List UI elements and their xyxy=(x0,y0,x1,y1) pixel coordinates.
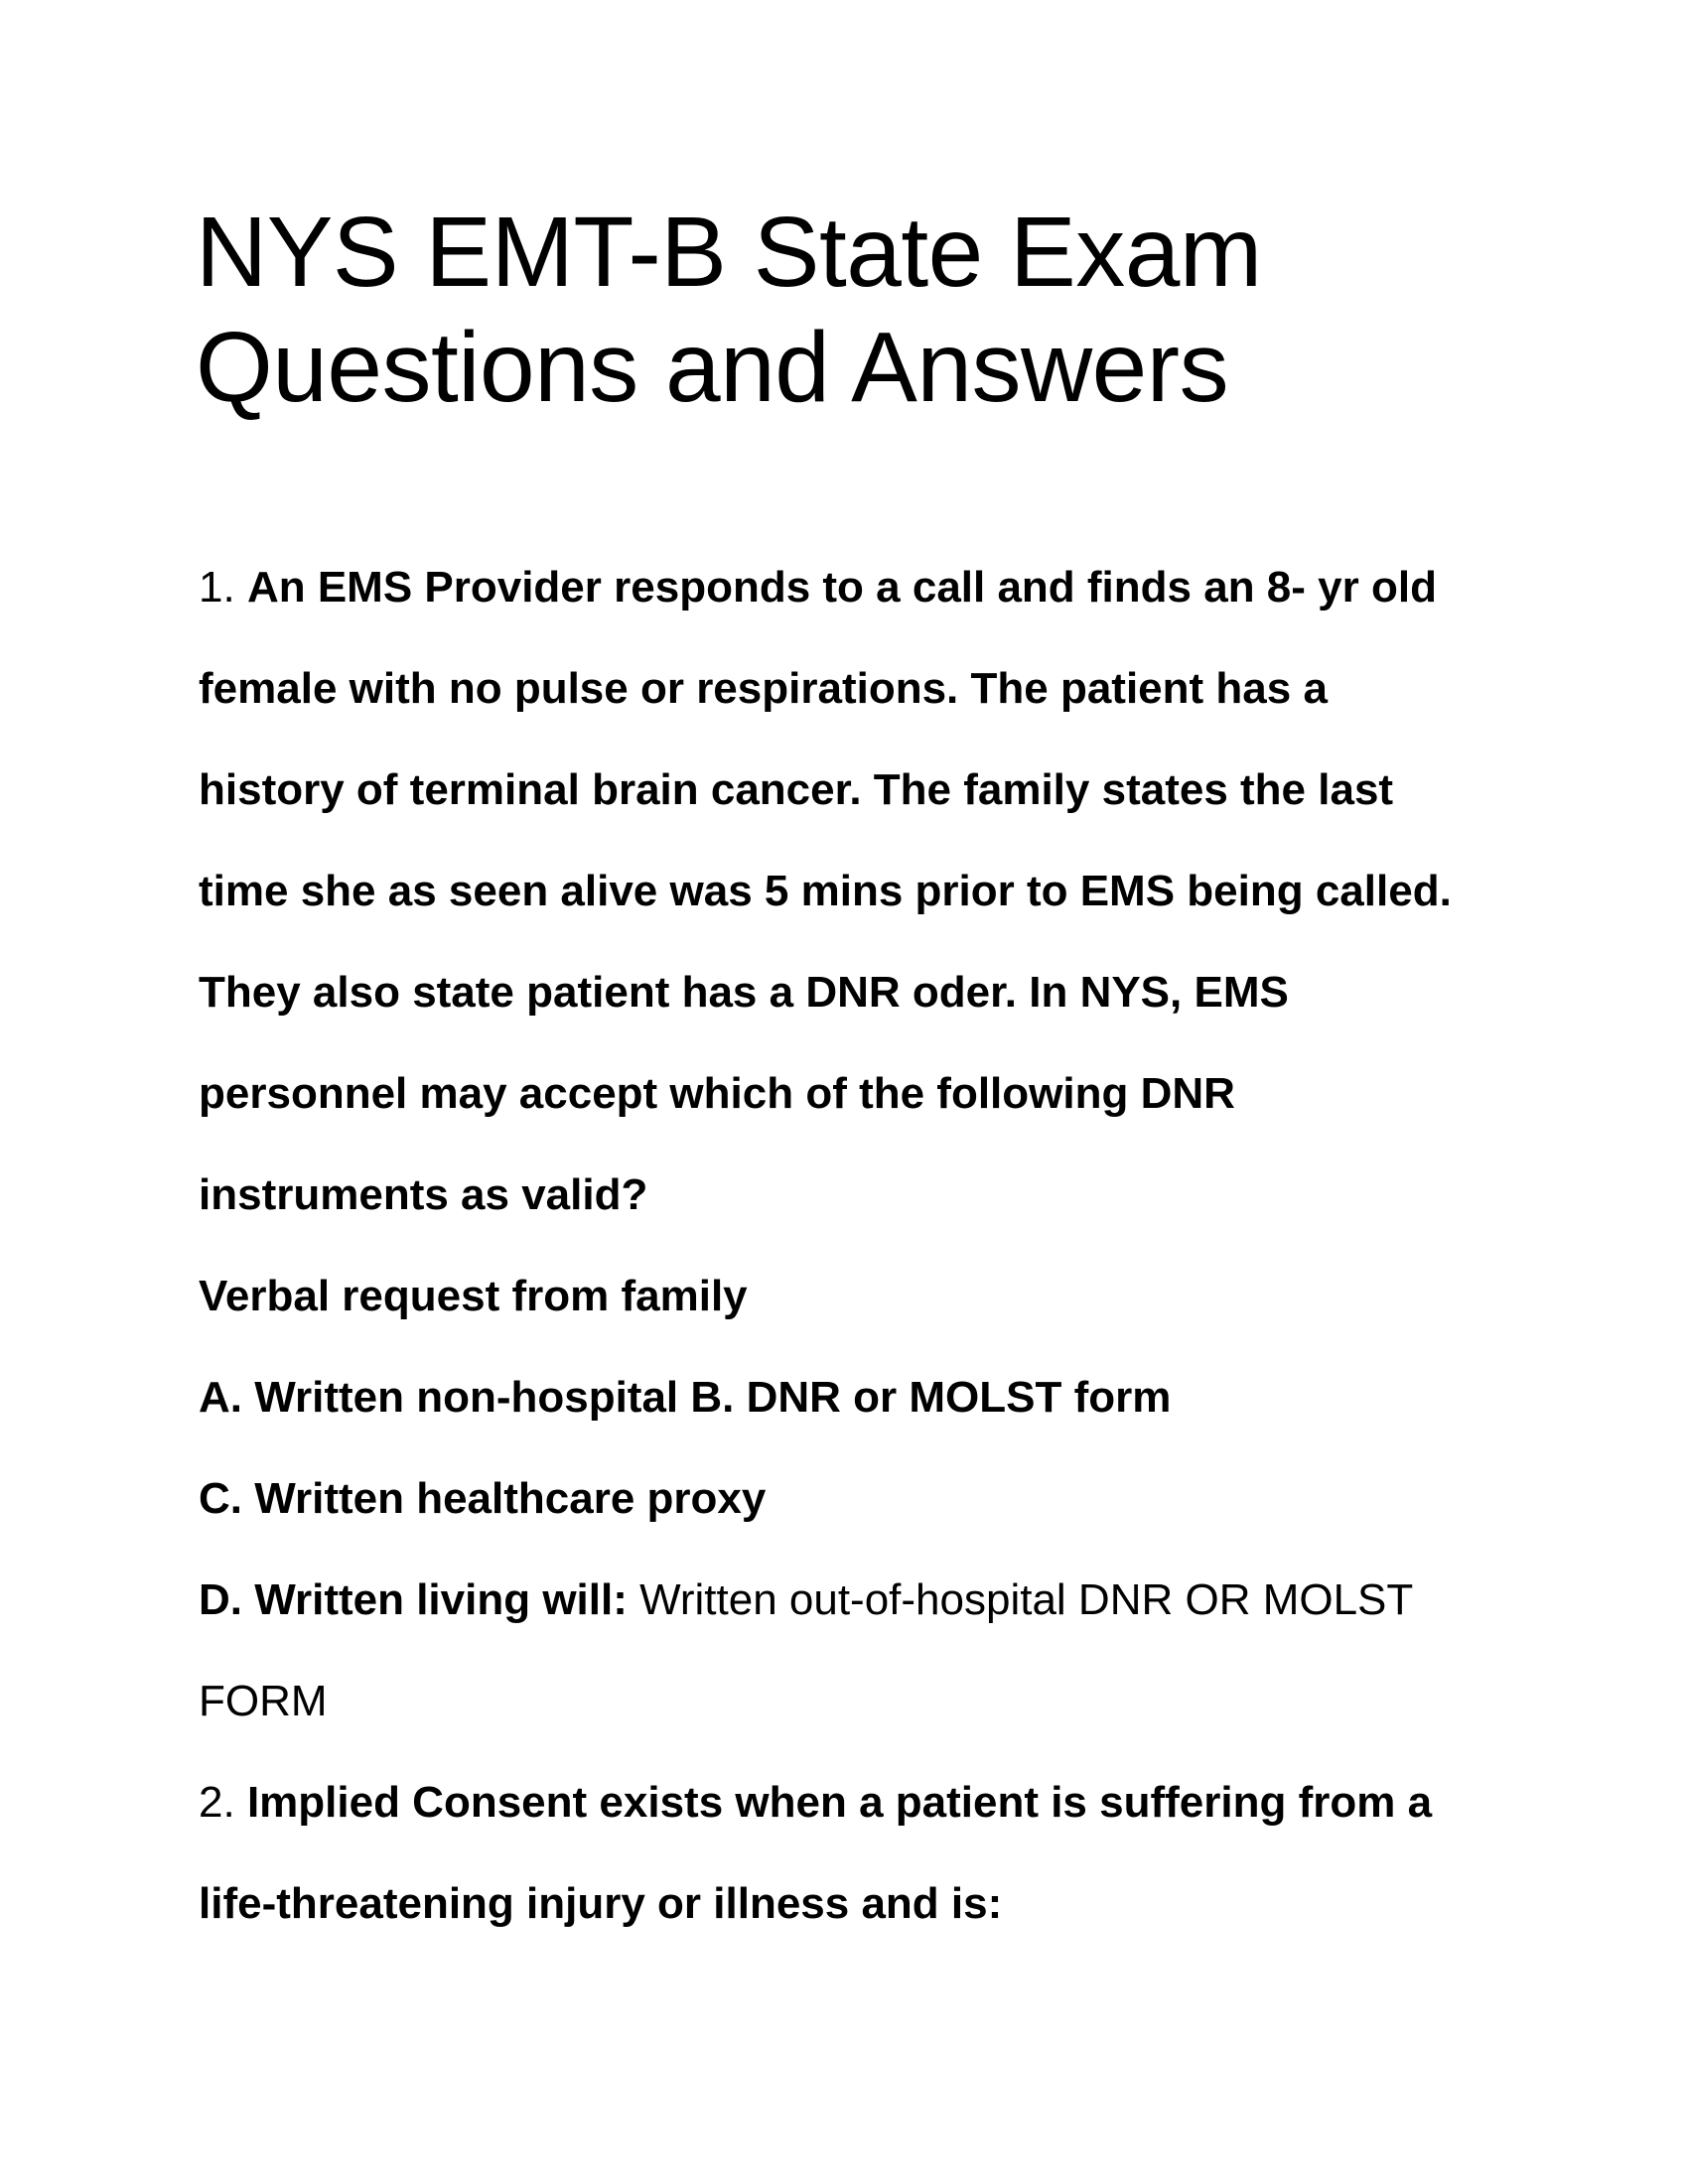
question-1 xyxy=(199,537,1589,1752)
document-title xyxy=(196,195,1262,425)
question-1-line-2: female with no pulse or respirations. The patient has a xyxy=(199,664,1328,713)
question-1-line-4: time she as seen alive was 5 mins prior to EMS being called. xyxy=(199,867,1452,915)
choice-a-text: Written non-hospital B. DNR or MOLST form xyxy=(254,1373,1172,1422)
choice-c xyxy=(199,1448,1589,1550)
choice-a xyxy=(199,1347,1589,1448)
choice-unlabeled: Verbal request from family xyxy=(199,1272,748,1320)
question-number: 1. xyxy=(199,563,235,612)
question-2-line-2: life-threatening injury or illness and is: xyxy=(199,1879,1003,1928)
question-number: 2. xyxy=(199,1778,235,1827)
question-2-line-1 xyxy=(199,1752,1589,1853)
document-body xyxy=(199,537,1589,1955)
choice-a-label: A. xyxy=(199,1373,242,1422)
choice-d xyxy=(199,1550,1589,1651)
title-line-1: NYS EMT-B State Exam xyxy=(196,197,1262,308)
choice-c-label: C. xyxy=(199,1474,242,1523)
question-1-line-1 xyxy=(199,537,1589,638)
question-1-line-5: They also state patient has a DNR oder. In NYS, EMS xyxy=(199,968,1289,1017)
question-2 xyxy=(199,1752,1589,1955)
question-1-line-7: instruments as valid? xyxy=(199,1170,648,1219)
answer-text: Written out-of-hospital DNR OR MOLST xyxy=(639,1575,1414,1624)
question-text: An EMS Provider responds to a call and finds an 8- yr old xyxy=(246,563,1437,612)
question-text: Implied Consent exists when a patient is suffering from a xyxy=(246,1778,1433,1827)
title-line-2: Questions and Answers xyxy=(196,312,1229,423)
choice-d-text: Written living will: xyxy=(254,1575,628,1624)
question-1-line-6: personnel may accept which of the following DNR xyxy=(199,1069,1235,1118)
answer-text-continued: FORM xyxy=(199,1677,328,1725)
choice-d-label: D. xyxy=(199,1575,242,1624)
question-1-line-3: history of terminal brain cancer. The family states the last xyxy=(199,765,1394,814)
choice-c-text: Written healthcare proxy xyxy=(254,1474,767,1523)
